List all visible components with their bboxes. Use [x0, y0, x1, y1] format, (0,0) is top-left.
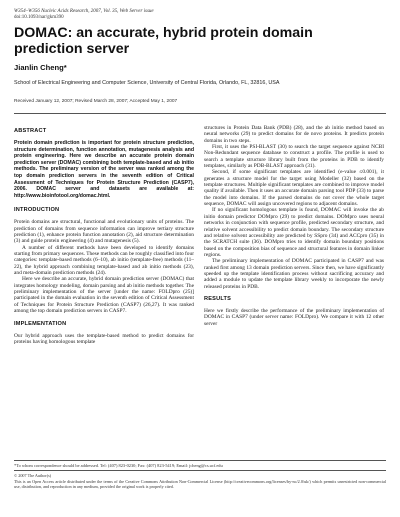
- right-column: [204, 125, 384, 327]
- correspondence-footnote: *To whom correspondence should be addressed. Tel: (407) 823-0230; Fax: (407) 823-5419; Email: jcheng@cs.ucf.edu: [14, 463, 223, 468]
- author: Jianlin Cheng*: [14, 63, 67, 72]
- implementation-heading: IMPLEMENTATION: [14, 320, 67, 327]
- right-paragraph-2: First, it uses the PSI-BLAST (30) to search the target sequence against NCBI Non-Redundant sequence database to construct a profile. The profile is used to search a template structure library built from the proteins in PDB to identify templates, similarly as PDB-BLAST approach (31).: [204, 144, 384, 170]
- introduction-heading: INTRODUCTION: [14, 207, 60, 214]
- left-column: [14, 128, 194, 345]
- journal-citation: W354–W356 Nucleic Acids Research, 2007, Vol. 35, Web Server issue: [14, 9, 154, 14]
- results-paragraph-1: Here we firstly describe the performance of the preliminary implementation of DOMAC in CASP7 (under server name: FOLDpro). We compare it with 12 other server: [204, 307, 384, 327]
- footnote-divider: [14, 460, 386, 461]
- received-dates: Received January 12, 2007; Revised March 28, 2007; Accepted May 1, 2007: [14, 99, 178, 104]
- abstract-text: Protein domain prediction is important for protein structure prediction, structure determination, function annotation, mutagenesis analysis and protein engineering. Here we describe an accurate protein domain prediction server (DOMAC) combining both template-based and ab initio methods. The preliminary version of the server was ranked among the top domain prediction servers in the seventh edition of Critical Assessment of Techniques for Protein Structure Prediction (CASP7), 2006. DOMAC server and datasets are available at: http://www.bioinfotool.org/domac.html.: [14, 140, 194, 199]
- affiliation: School of Electrical Engineering and Computer Science, University of Central Florida, Orlando, FL, 32816, USA: [14, 80, 280, 86]
- paper-title: DOMAC: an accurate, hybrid protein domain prediction server: [14, 25, 313, 57]
- right-paragraph-3: Second, if some significant templates are identified (e-value ≤0.001), it generates a structure model for the target using Modeller (32) based on the template structures. Multiple significant templates are combined to improve model quality if available. Then it uses an accurate domain parsing tool PDP (33) to parse the model into domains. If the parsed domains do not cover the whole target sequence, DOMAC will assign uncovered regions to adjacent domains.: [204, 169, 384, 208]
- intro-paragraph-1: Protein domains are structural, functional and evolutionary units of proteins. The prediction of domains from sequence information can improve tertiary structure prediction (1), enhance protein function annotation (2), aid structure determination (3) and guide protein engineering (4) and mutagenesis (5).: [14, 219, 194, 245]
- copyright-divider: [14, 470, 386, 471]
- copyright-block: [14, 473, 386, 490]
- divider: [14, 113, 386, 114]
- intro-paragraph-3: Here we describe an accurate, hybrid domain prediction server (DOMAC) that integrates homology modeling, domain parsing and ab initio methods together. The preliminary implementation of the server [under the name: FOLDpro (25)] participated in the domain evaluation in the seventh edition of Critical Assessment of Techniques for Protein Structure Prediction (CASP7) (26,27). It was ranked among the top domain prediction servers in CASP7.: [14, 276, 194, 315]
- journal-header: [14, 9, 154, 22]
- abstract-heading: ABSTRACT: [14, 128, 47, 134]
- right-paragraph-4: If no significant homologous template is found, DOMAC will invoke the ab initio domain predictor DOMpro (29) to predict domains. DOMpro uses neural networks in conjunction with sequence profile, predicted secondary structure, and relative solvent accessibility to predict domain boundary. The secondary structure and relative solvent accessibility are predicted by SSpro (34) and ACCpro (35) in the SCRATCH suite (36). DOMpro tries to identify domain boundary positions based on the composition bias of sequence and structural features in domain linker regions.: [204, 207, 384, 258]
- doi: doi:10.1093/nar/gkm390: [14, 15, 64, 21]
- results-heading: RESULTS: [204, 295, 232, 302]
- copyright-line: © 2007 The Author(s): [14, 473, 52, 478]
- right-paragraph-1: structures in Protein Data Bank (PDB) (28), and the ab initio method based on neural networks (29) to predict domains for de novo proteins. It predicts protein domains in two steps.: [204, 125, 384, 144]
- intro-paragraph-2: A number of different methods have been developed to identify domains starting from primary sequences. These methods can be roughly classified into four categories: template-based methods (6–10), ab initio (template-free) methods (11–22), the hybrid approach combining template-based and ab initio methods (23), and meta-domain prediction methods (24).: [14, 244, 194, 277]
- right-paragraph-5: The preliminary implementation of DOMAC participated in CASP7 and was ranked first among 13 domain prediction servers. Since then, we have significantly speeded up the template identification process without sacrificing accuracy and added a module to update the template library weekly to incorporate the newly released proteins in PDB.: [204, 258, 384, 290]
- license-text: This is an Open Access article distributed under the terms of the Creative Commons Attribution Non-Commercial License (http://creativecommons.org/licenses/by-nc/2.0/uk/) which permits unrestricted non-commercial use, distribution, and reproduction in any medium, provided the original work is properly cited.: [14, 478, 386, 490]
- implementation-paragraph-1: Our hybrid approach uses the template-based method to predict domains for proteins having homologous template: [14, 332, 194, 345]
